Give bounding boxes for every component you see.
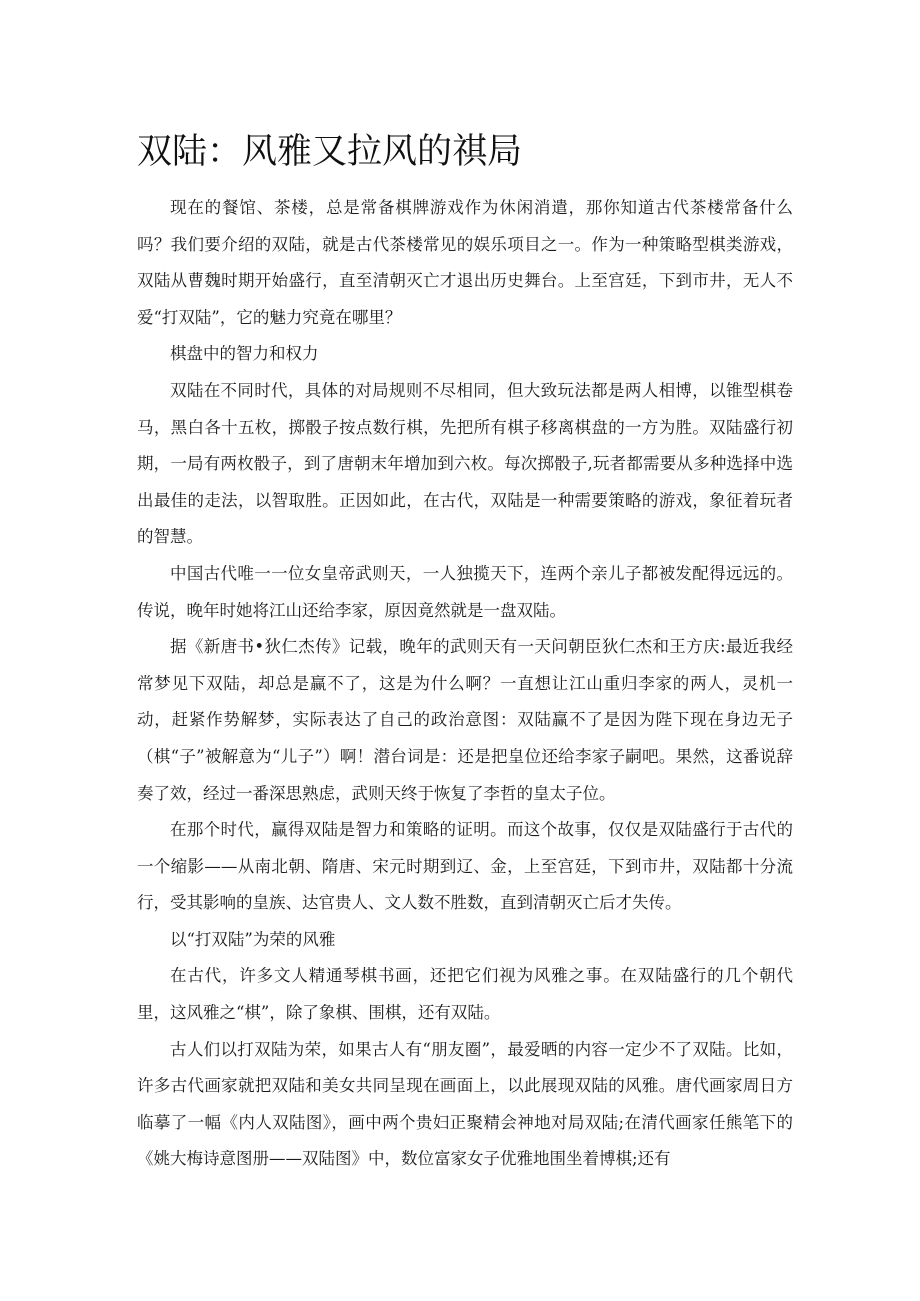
section-heading-intellect-power: 棋盘中的智力和权力: [170, 344, 319, 364]
intro-paragraph: 现在的餐馆、茶楼，总是常备棋牌游戏作为休闲消遣，那你知道古代茶楼常备什么吗？我们要介绍的双陆，就是古代茶楼常见的娱乐项目之一。作为一种策略型棋类游戏，双陆从曹魏时期开始盛行，直至清朝灭亡才退出历史舞台。上至宫廷，下到市井，无人不爱“打双陆”，它的魅力究竟在哪里？: [137, 198, 793, 327]
popularity-paragraph: 在那个时代，赢得双陆是智力和策略的证明。而这个故事，仅仅是双陆盛行于古代的一个缩影——从南北朝、隋唐、宋元时期到辽、金，上至宫廷，下到市井，双陆都十分流行，受其影响的皇族、达官贵人、文人数不胜数，直到清朝灭亡后才失传。: [137, 820, 793, 913]
paintings-paragraph: 古人们以打双陆为荣，如果古人有“朋友圈”，最爱晒的内容一定少不了双陆。比如，许多古代画家就把双陆和美女共同呈现在画面上，以此展现双陆的风雅。唐代画家周日方临摹了一幅《内人双陆图》，画中两个贵妇正聚精会神地对局双陆;在清代画家任熊笔下的《姚大梅诗意图册——双陆图》中，数位富家女子优雅地围坐着博棋;还有: [137, 1039, 793, 1169]
section-heading-elegance: 以“打双陆”为荣的风雅: [170, 929, 336, 949]
scholars-paragraph: 在古代，许多文人精通琴棋书画，还把它们视为风雅之事。在双陆盛行的几个朝代里，这风雅之“棋”，除了象棋、围棋，还有双陆。: [137, 966, 793, 1023]
document-title: 双陆：风雅又拉风的祺局: [137, 132, 523, 172]
rules-paragraph: 双陆在不同时代，具体的对局规则不尽相同，但大致玩法都是两人相博，以锥型棋卷马，黑白各十五枚，掷骰子按点数行棋，先把所有棋子移离棋盘的一方为胜。双陆盛行初期，一局有两枚骰子，到了唐朝末年增加到六枚。每次掷骰子,玩者都需要从多种选择中选出最佳的走法，以智取胜。正因如此，在古代，双陆是一种需要策略的游戏，象征着玩者的智慧。: [137, 380, 793, 547]
wuzetian-paragraph: 中国古代唯一一位女皇帝武则天，一人独揽天下，连两个亲儿子都被发配得远远的。传说，晚年时她将江山还给李家，原因竟然就是一盘双陆。: [137, 563, 793, 620]
direnjie-paragraph: 据《新唐书•狄仁杰传》记载，晚年的武则天有一天问朝臣狄仁杰和王方庆:最近我经常梦见下双陆，却总是赢不了，这是为什么啊？一直想让江山重归李家的两人，灵机一动，赶紧作势解梦，实际表达了自己的政治意图：双陆赢不了是因为陛下现在身边无子（棋“子”被解意为“儿子”）啊！潜台词是：还是把皇位还给李家子嗣吧。果然，这番说辞奏了效，经过一番深思熟虑，武则天终于恢复了李哲的皇太子位。: [137, 637, 793, 803]
document-body: [137, 190, 793, 1178]
